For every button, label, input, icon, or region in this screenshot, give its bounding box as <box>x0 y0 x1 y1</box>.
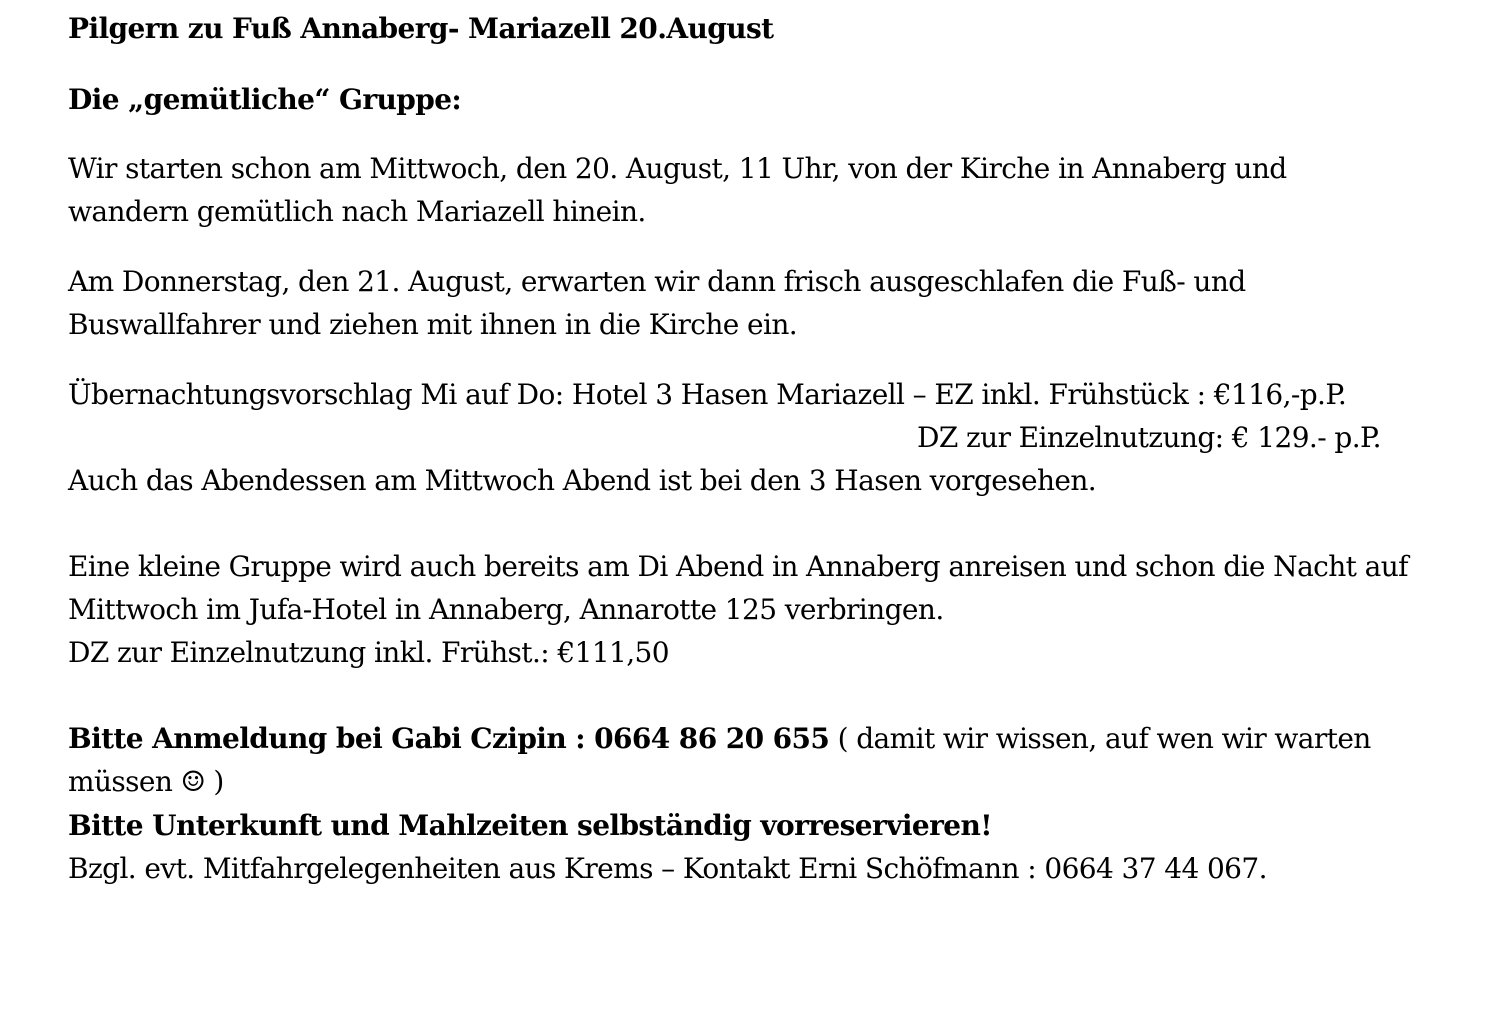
reserve-notice: Bitte Unterkunft und Mahlzeiten selbständig vorreservieren! <box>68 809 992 842</box>
carpool-contact: Bzgl. evt. Mitfahrgelegenheiten aus Krems – Kontakt Erni Schöfmann : 0664 37 44 067. <box>68 852 1267 885</box>
accommodation-dz-price: DZ zur Einzelnutzung: € 129.- p.P. <box>917 421 1381 454</box>
para2-line2: Buswallfahrer und ziehen mit ihnen in die Kirche ein. <box>68 308 798 341</box>
para2-line1: Am Donnerstag, den 21. August, erwarten wir dann frisch ausgeschlafen die Fuß- und <box>68 265 1246 298</box>
group-heading: Die „gemütliche“ Gruppe: <box>68 83 462 116</box>
registration-contact: Bitte Anmeldung bei Gabi Czipin : 0664 86 20 655 <box>68 722 830 755</box>
para4-line2: Mittwoch im Jufa-Hotel in Annaberg, Annarotte 125 verbringen. <box>68 593 944 626</box>
para1-line2: wandern gemütlich nach Mariazell hinein. <box>68 195 646 228</box>
accommodation-suggestion: Übernachtungsvorschlag Mi auf Do: Hotel 3 Hasen Mariazell – EZ inkl. Frühstück : €116,-p.P. <box>68 378 1347 411</box>
registration-line <box>68 721 1371 757</box>
dinner-note: Auch das Abendessen am Mittwoch Abend ist bei den 3 Hasen vorgesehen. <box>68 464 1097 497</box>
jufa-price: DZ zur Einzelnutzung inkl. Frühst.: €111,50 <box>68 636 669 669</box>
registration-line2: müssen ☺ ) <box>68 765 224 798</box>
para4-line1: Eine kleine Gruppe wird auch bereits am Di Abend in Annaberg anreisen und schon die Nacht auf <box>68 550 1408 583</box>
registration-reason: ( damit wir wissen, auf wen wir warten <box>829 722 1371 755</box>
para1-line1: Wir starten schon am Mittwoch, den 20. August, 11 Uhr, von der Kirche in Annaberg und <box>68 152 1287 185</box>
document-title: Pilgern zu Fuß Annaberg- Mariazell 20.August <box>68 12 774 45</box>
